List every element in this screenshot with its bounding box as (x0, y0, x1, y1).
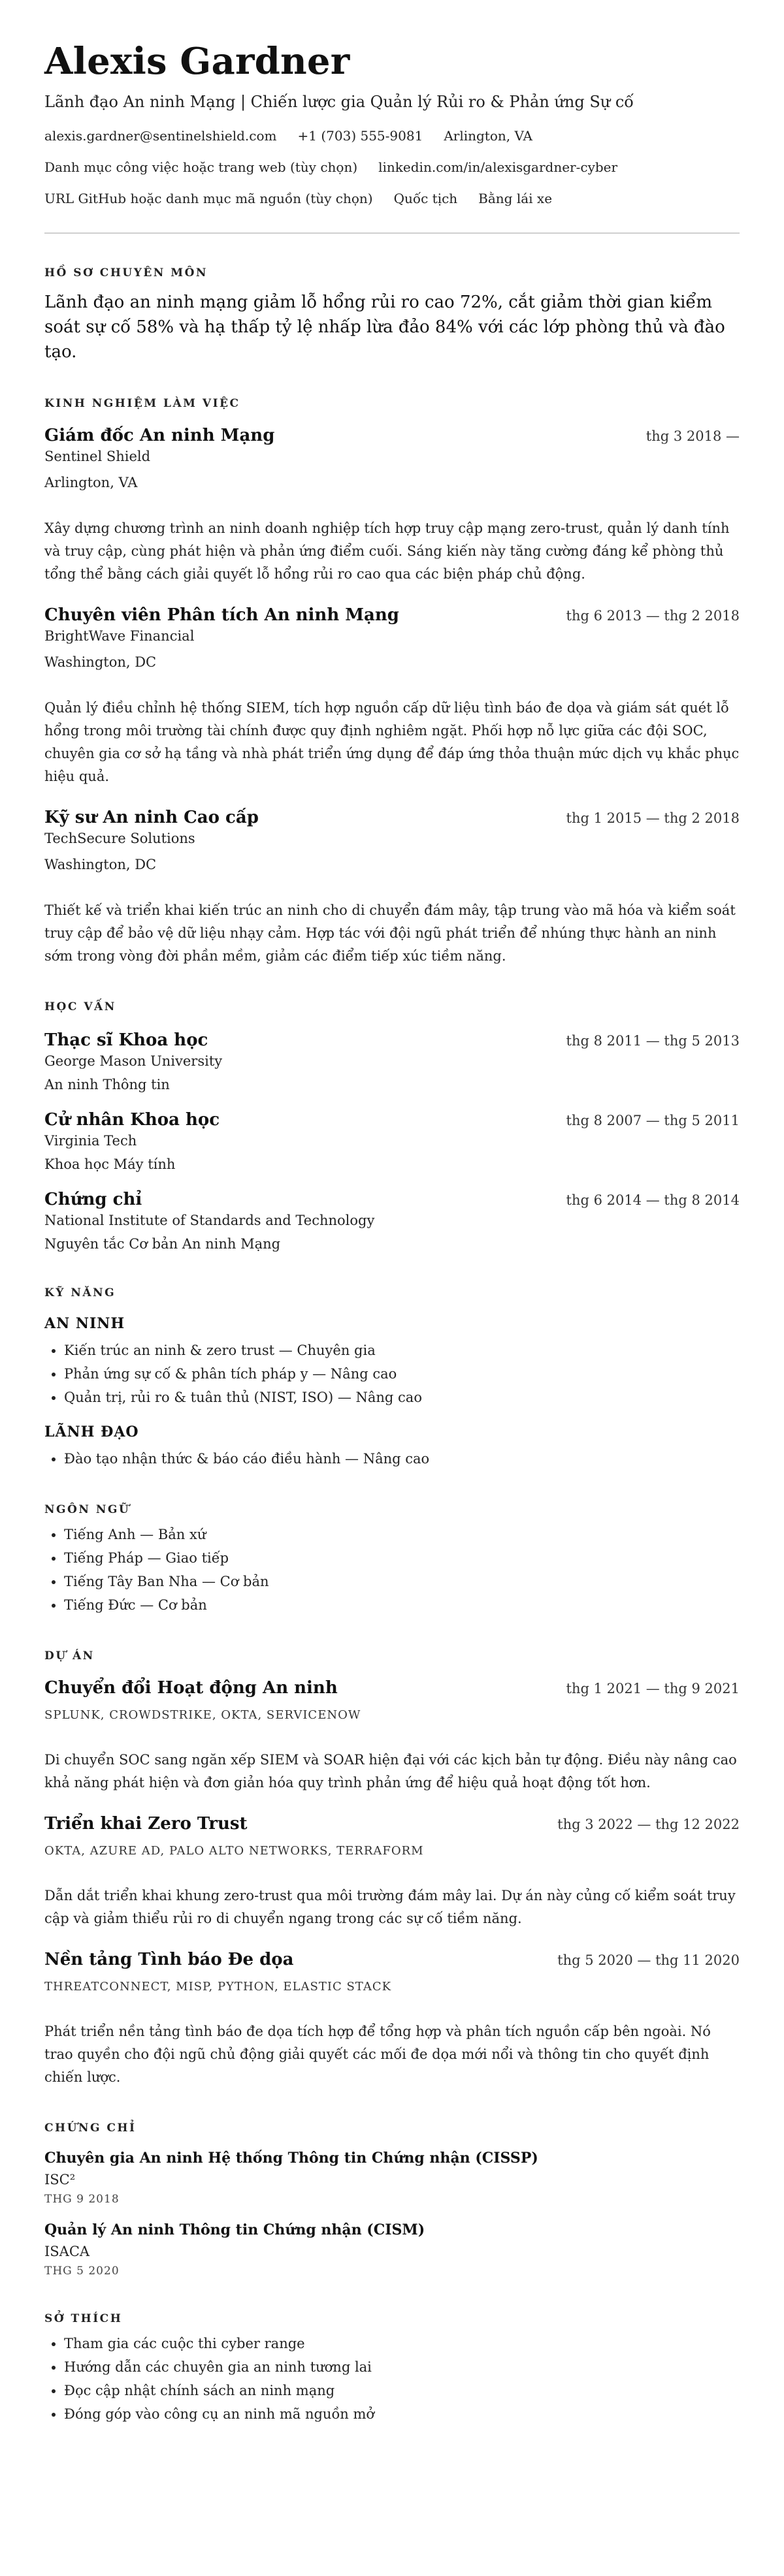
section-title-skills: KỸ NĂNG (44, 1286, 116, 1299)
languages-section (44, 1502, 740, 1617)
resume-header (44, 38, 740, 234)
project-description: Di chuyển SOC sang ngăn xếp SIEM và SOAR hiện đại với các kịch bản tự động. Điều này nâng cao khả năng phát hiện và đơn giản hóa quy trình phản ứng để hiệu quả hoạt động tốt hơn. (44, 1752, 737, 1790)
job-title: Giám đốc An ninh Mạng (44, 426, 275, 445)
certification-title: Chuyên gia An ninh Hệ thống Thông tin Chứng nhận (CISSP) (44, 2150, 538, 2167)
section-title-certifications: CHỨNG CHỈ (44, 2122, 137, 2135)
certification-title: Quản lý An ninh Thông tin Chứng nhận (CISM) (44, 2221, 425, 2238)
skill-group (44, 1422, 740, 1471)
contact-location: Arlington, VA (444, 128, 532, 144)
certification-issuer: ISACA (44, 2244, 90, 2259)
project-title: Nền tảng Tình báo Đe dọa (44, 1950, 294, 1969)
project-tech: THREATCONNECT, MISP, PYTHON, ELASTIC STACK (44, 1980, 392, 1994)
contact-license: Bằng lái xe (478, 191, 553, 206)
interest-item: • Đọc cập nhật chính sách an ninh mạng (64, 2379, 740, 2402)
contact-email[interactable]: alexis.gardner@sentinelshield.com (44, 128, 277, 144)
skill-item: • Phản ứng sự cố & phân tích pháp y — Nâng cao (64, 1362, 740, 1386)
job-date: thg 6 2013 — thg 2 2018 (566, 608, 740, 624)
job-location: Washington, DC (44, 654, 157, 670)
project-date: thg 3 2022 — thg 12 2022 (557, 1817, 740, 1832)
section-title-education: HỌC VẤN (44, 1000, 116, 1013)
experience-entry (44, 806, 740, 968)
project-entry (44, 1813, 740, 1930)
contact-row-primary (44, 127, 740, 145)
experience-section (44, 396, 740, 968)
skill-list (44, 1339, 740, 1409)
skill-group-title: AN NINH (44, 1315, 125, 1332)
skill-group-title: LÃNH ĐẠO (44, 1423, 139, 1440)
job-description: Xây dựng chương trình an ninh doanh nghiệp tích hợp truy cập mạng zero-trust, quản lý danh tính và truy cập, cùng phát hiện và phản ứng điểm cuối. Sáng kiến này tăng cường đáng kể phòng thủ tổng thể bằng cách giải quyết lỗ hổng rủi ro cao qua các biện pháp chủ động. (44, 520, 730, 582)
resume-page (44, 38, 740, 2426)
language-item: • Tiếng Tây Ban Nha — Cơ bản (64, 1570, 740, 1593)
skill-list (44, 1447, 740, 1471)
job-company: Sentinel Shield (44, 449, 151, 464)
education-entry (44, 1188, 740, 1254)
contact-phone[interactable]: +1 (703) 555-9081 (297, 128, 423, 144)
header-divider (44, 232, 740, 234)
experience-entry (44, 604, 740, 788)
contact-row-extra (44, 189, 740, 208)
skill-group (44, 1314, 740, 1409)
contact-portfolio[interactable]: Danh mục công việc hoặc trang web (tùy chọn) (44, 159, 358, 175)
interest-list (44, 2332, 740, 2426)
job-company: BrightWave Financial (44, 628, 195, 644)
degree-field: Nguyên tắc Cơ bản An ninh Mạng (44, 1236, 281, 1252)
certification-issuer: ISC² (44, 2172, 76, 2187)
job-location: Washington, DC (44, 857, 157, 872)
school-name: Virginia Tech (44, 1133, 137, 1149)
skill-item: • Đào tạo nhận thức & báo cáo điều hành — Nâng cao (64, 1447, 740, 1471)
interest-item: • Hướng dẫn các chuyên gia an ninh tương lai (64, 2355, 740, 2379)
candidate-name: Alexis Gardner (44, 40, 350, 83)
job-location: Arlington, VA (44, 475, 138, 490)
project-date: thg 1 2021 — thg 9 2021 (566, 1681, 740, 1696)
experience-entry (44, 424, 740, 586)
degree-title: Chứng chỉ (44, 1190, 142, 1209)
job-company: TechSecure Solutions (44, 831, 195, 846)
contact-github[interactable]: URL GitHub hoặc danh mục mã nguồn (tùy chọn) (44, 191, 373, 206)
interest-item: • Tham gia các cuộc thi cyber range (64, 2332, 740, 2355)
section-title-interests: SỞ THÍCH (44, 2312, 123, 2325)
project-tech: SPLUNK, CROWDSTRIKE, OKTA, SERVICENOW (44, 1708, 361, 1722)
contact-nationality: Quốc tịch (393, 191, 458, 206)
skill-item: • Quản trị, rủi ro & tuân thủ (NIST, ISO) — Nâng cao (64, 1386, 740, 1409)
certifications-section (44, 2120, 740, 2280)
certification-entry (44, 2148, 740, 2208)
language-item: • Tiếng Đức — Cơ bản (64, 1593, 740, 1617)
contact-row-links (44, 158, 740, 176)
degree-date: thg 8 2007 — thg 5 2011 (566, 1113, 740, 1128)
degree-title: Thạc sĩ Khoa học (44, 1030, 208, 1050)
project-entry (44, 1677, 740, 1794)
degree-field: Khoa học Máy tính (44, 1156, 176, 1172)
language-list (44, 1523, 740, 1617)
project-entry (44, 1948, 740, 2089)
skills-section (44, 1285, 740, 1471)
school-name: National Institute of Standards and Technology (44, 1213, 375, 1228)
job-description: Thiết kế và triển khai kiến trúc an ninh cho di chuyển đám mây, tập trung vào mã hóa và kiểm soát truy cập để bảo vệ dữ liệu nhạy cảm. Hợp tác với đội ngũ phát triển để nhúng thực hành an ninh sớm trong vòng đời phần mềm, giảm các điểm tiếp xúc tiềm năng. (44, 902, 736, 964)
education-entry (44, 1029, 740, 1094)
profile-section (44, 265, 740, 364)
project-title: Chuyển đổi Hoạt động An ninh (44, 1678, 338, 1698)
section-title-experience: KINH NGHIỆM LÀM VIỆC (44, 397, 240, 410)
project-tech: OKTA, AZURE AD, PALO ALTO NETWORKS, TERRAFORM (44, 1844, 424, 1858)
job-description: Quản lý điều chỉnh hệ thống SIEM, tích hợp nguồn cấp dữ liệu tình báo đe dọa và giám sát quét lỗ hổng trong môi trường tài chính được quy định nghiêm ngặt. Phối hợp nỗ lực giữa các đội SOC, chuyên gia cơ sở hạ tầng và nhà phát triển ứng dụng để đáp ứng thỏa thuận mức dịch vụ khắc phục hiệu quả. (44, 700, 740, 784)
contact-linkedin[interactable]: linkedin.com/in/alexisgardner-cyber (378, 159, 618, 175)
candidate-tagline: Lãnh đạo An ninh Mạng | Chiến lược gia Quản lý Rủi ro & Phản ứng Sự cố (44, 93, 634, 111)
job-date: thg 3 2018 — (645, 428, 740, 444)
interests-section (44, 2311, 740, 2426)
interest-item: • Đóng góp vào công cụ an ninh mã nguồn mở (64, 2402, 740, 2426)
degree-field: An ninh Thông tin (44, 1077, 170, 1092)
school-name: George Mason University (44, 1053, 223, 1069)
job-date: thg 1 2015 — thg 2 2018 (566, 810, 740, 826)
degree-title: Cử nhân Khoa học (44, 1110, 220, 1130)
projects-section (44, 1648, 740, 2089)
skill-item: • Kiến trúc an ninh & zero trust — Chuyên gia (64, 1339, 740, 1362)
project-description: Phát triển nền tảng tình báo đe dọa tích hợp để tổng hợp và phân tích nguồn cấp bên ngoài. Nó trao quyền cho đội ngũ chủ động giải quyết các mối đe dọa mới nổi và thông tin cho quyết định chiến lược. (44, 2024, 711, 2085)
degree-date: thg 6 2014 — thg 8 2014 (566, 1192, 740, 1208)
education-entry (44, 1109, 740, 1174)
certification-entry (44, 2219, 740, 2280)
certification-date: THG 5 2020 (44, 2265, 120, 2278)
section-title-languages: NGÔN NGỮ (44, 1503, 131, 1516)
job-title: Kỹ sư An ninh Cao cấp (44, 808, 259, 827)
education-section (44, 999, 740, 1254)
project-date: thg 5 2020 — thg 11 2020 (557, 1952, 740, 1968)
certification-date: THG 9 2018 (44, 2193, 120, 2206)
profile-summary: Lãnh đạo an ninh mạng giảm lỗ hổng rủi ro cao 72%, cắt giảm thời gian kiểm soát sự cố 58% và hạ thấp tỷ lệ nhấp lừa đảo 84% với các lớp phòng thủ và đào tạo. (44, 293, 725, 362)
language-item: • Tiếng Pháp — Giao tiếp (64, 1546, 740, 1570)
section-title-profile: HỒ SƠ CHUYÊN MÔN (44, 266, 208, 279)
degree-date: thg 8 2011 — thg 5 2013 (566, 1033, 740, 1049)
project-description: Dẫn dắt triển khai khung zero-trust qua môi trường đám mây lai. Dự án này củng cố kiểm soát truy cập và giảm thiểu rủi ro di chuyển ngang trong các sự cố tiềm năng. (44, 1888, 736, 1926)
language-item: • Tiếng Anh — Bản xứ (64, 1523, 740, 1546)
project-title: Triển khai Zero Trust (44, 1814, 248, 1834)
job-title: Chuyên viên Phân tích An ninh Mạng (44, 605, 399, 625)
section-title-projects: DỰ ÁN (44, 1649, 95, 1662)
